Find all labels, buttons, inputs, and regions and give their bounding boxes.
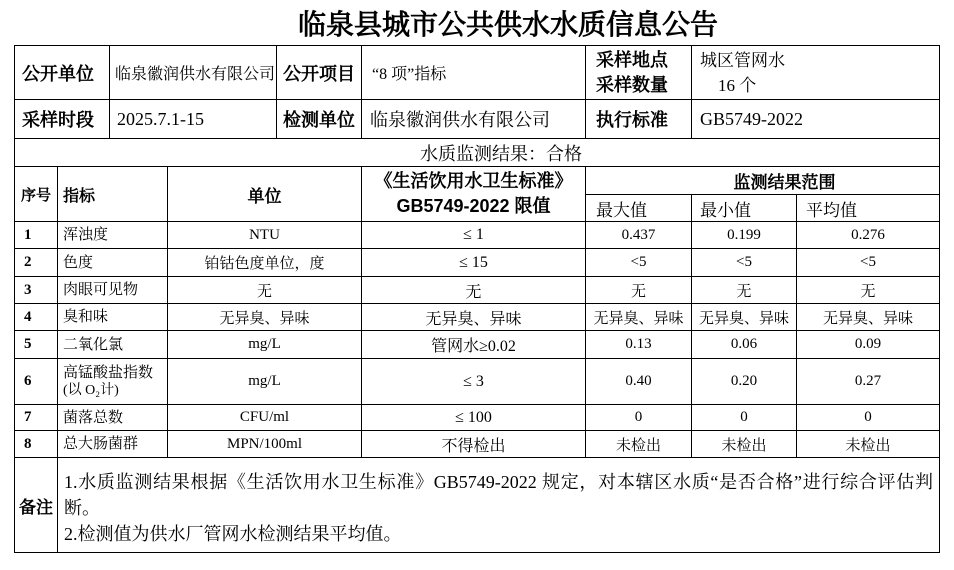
notes-label: 备注: [15, 458, 58, 553]
row-5-min: 0.06: [730, 336, 758, 352]
header-indicator: 指标: [58, 167, 168, 222]
row-1-indicator-cell: [58, 222, 168, 249]
row-6-max-cell: [586, 359, 692, 405]
result-summary: [15, 139, 940, 167]
row-3-avg: 无: [860, 283, 876, 300]
row-8-unit: MPN/100ml: [226, 435, 302, 452]
row-6-indicator-note: (以 O₂计): [63, 382, 119, 398]
row-4-limit-cell: [362, 304, 586, 331]
note-2: 2.检测值为供水厂管网水检测结果平均值。: [64, 524, 402, 544]
header-limit-code: GB5749-2022 限值: [396, 196, 551, 216]
row-2-indicator: 色度: [63, 254, 94, 271]
sampling-site-label: 采样地点: [596, 49, 668, 70]
row-3-limit-cell: [362, 277, 586, 304]
row-6-limit-cell: [362, 359, 586, 405]
row-8-indicator-cell: [58, 431, 168, 458]
row-8-limit: 不得检出: [441, 437, 506, 455]
note-1: 1.水质监测结果根据《生活饮用水卫生标准》GB5749-2022 规定，对本辖区水质“是否合格”进行综合评估判断。: [64, 472, 933, 518]
row-6-min-cell: [692, 359, 797, 405]
row-8-no: 8: [24, 435, 32, 452]
row-8-max-cell: [586, 431, 692, 458]
row-1-min: 0.199: [727, 226, 761, 243]
row-7-indicator: 菌落总数: [63, 409, 124, 426]
row-1-unit-cell: [168, 222, 362, 249]
row-8-avg-cell: [797, 431, 940, 458]
row-7-avg-cell: [797, 405, 940, 431]
row-7-min: 0: [740, 409, 748, 425]
row-7-unit: CFU/ml: [239, 409, 290, 425]
row-1-max: 0.437: [621, 226, 656, 243]
header-avg: 平均值: [797, 195, 940, 222]
row-5-limit-cell: [362, 331, 586, 359]
row-5-unit: mg/L: [248, 336, 281, 352]
row-1-no-cell: [15, 222, 58, 249]
row-5-indicator: 二氧化氯: [63, 336, 124, 353]
row-1-indicator: 浑浊度: [63, 227, 109, 243]
row-6-unit: mg/L: [248, 373, 281, 389]
row-6-no: 6: [24, 373, 32, 389]
row-5-avg: 0.09: [854, 336, 882, 352]
row-7-indicator-cell: [58, 405, 168, 431]
page-title: 临泉县城市公共供水水质信息公告: [297, 9, 718, 40]
header-no: 序号: [15, 167, 58, 222]
notes-content: [58, 458, 940, 553]
row-4-indicator: 臭和味: [63, 309, 109, 325]
row-8-max: 未检出: [615, 437, 661, 454]
row-6-indicator-cell: [58, 359, 168, 405]
row-7-avg: 0: [864, 409, 872, 425]
row-3-no-cell: [15, 277, 58, 304]
row-8-indicator: 总大肠菌群: [63, 436, 139, 452]
row-5-unit-cell: [168, 331, 362, 359]
row-5-max: 0.13: [625, 336, 652, 352]
row-7-limit-cell: [362, 405, 586, 431]
row-7-max-cell: [586, 405, 692, 431]
row-1-unit: NTU: [249, 226, 280, 243]
sampling-site-value: 城区管网水: [700, 50, 785, 70]
row-4-unit: 无异臭、异味: [219, 310, 310, 327]
row-3-unit: 无: [256, 283, 272, 300]
result-summary-label: 水质监测结果：: [420, 143, 546, 164]
row-5-no-cell: [15, 331, 58, 359]
header-unit: 单位: [168, 167, 362, 222]
row-7-limit: ≤ 100: [455, 408, 492, 426]
row-2-limit-cell: [362, 249, 586, 277]
row-3-no: 3: [24, 281, 32, 298]
row-1-no: 1: [24, 226, 32, 243]
items-label: 公开项目: [277, 46, 362, 100]
row-6-avg: 0.27: [854, 373, 882, 389]
row-8-unit-cell: [168, 431, 362, 458]
row-6-min: 0.20: [730, 373, 758, 389]
row-2-limit: ≤ 15: [459, 253, 488, 271]
row-3-max-cell: [586, 277, 692, 304]
lab-label: 检测单位: [277, 100, 362, 139]
row-3-indicator: 肉眼可见物: [63, 282, 139, 298]
header-range: 监测结果范围: [586, 167, 940, 195]
row-4-unit-cell: [168, 304, 362, 331]
row-4-avg-cell: [797, 304, 940, 331]
row-3-min-cell: [692, 277, 797, 304]
publisher-value: 临泉徽润供水有限公司: [110, 46, 277, 100]
row-3-min: 无: [736, 283, 752, 300]
row-2-no: 2: [24, 254, 32, 270]
row-2-max-cell: [586, 249, 692, 277]
row-4-indicator-cell: [58, 304, 168, 331]
header-max: 最大值: [586, 195, 692, 222]
lab-value: 临泉徽润供水有限公司: [362, 100, 586, 139]
header-limit-standard: 《生活饮用水卫生标准》: [374, 171, 573, 191]
row-5-max-cell: [586, 331, 692, 359]
row-8-min: 未检出: [721, 437, 767, 454]
row-4-no-cell: [15, 304, 58, 331]
sampling-count-value: 16 个: [718, 75, 757, 95]
header-min: 最小值: [692, 195, 797, 222]
standard-value: GB5749-2022: [692, 100, 940, 139]
row-2-max: <5: [630, 254, 647, 270]
row-2-indicator-cell: [58, 249, 168, 277]
row-3-limit: 无: [465, 283, 482, 301]
row-6-indicator: 高锰酸盐指数: [63, 364, 154, 381]
row-1-limit: ≤ 1: [463, 226, 484, 243]
row-2-avg: <5: [860, 254, 876, 270]
row-4-no: 4: [24, 308, 32, 325]
sampling-labels-cell: [586, 46, 692, 100]
row-5-no: 5: [24, 336, 32, 352]
row-3-avg-cell: [797, 277, 940, 304]
row-5-min-cell: [692, 331, 797, 359]
row-2-unit: 铂钴色度单位，度: [204, 256, 325, 272]
row-4-avg: 无异臭、异味: [822, 310, 913, 327]
row-4-min-cell: [692, 304, 797, 331]
row-2-no-cell: [15, 249, 58, 277]
row-4-max: 无异臭、异味: [593, 310, 684, 327]
row-6-avg-cell: [797, 359, 940, 405]
row-1-max-cell: [586, 222, 692, 249]
items-value: “8 项”指标: [362, 46, 586, 100]
water-quality-table: [14, 45, 940, 553]
row-3-indicator-cell: [58, 277, 168, 304]
row-8-min-cell: [692, 431, 797, 458]
sampling-values-cell: [692, 46, 940, 100]
row-7-min-cell: [692, 405, 797, 431]
row-6-max: 0.40: [625, 373, 652, 389]
row-8-avg: 未检出: [845, 437, 891, 454]
row-3-unit-cell: [168, 277, 362, 304]
row-7-no-cell: [15, 405, 58, 431]
row-4-min: 无异臭、异味: [698, 310, 789, 327]
row-4-limit: 无异臭、异味: [425, 310, 522, 328]
row-1-avg: 0.276: [851, 226, 885, 243]
row-7-max: 0: [634, 409, 643, 425]
row-6-unit-cell: [168, 359, 362, 405]
row-8-no-cell: [15, 431, 58, 458]
standard-label: 执行标准: [586, 100, 692, 139]
row-2-min: <5: [736, 254, 752, 270]
row-1-limit-cell: [362, 222, 586, 249]
row-5-indicator-cell: [58, 331, 168, 359]
row-4-max-cell: [586, 304, 692, 331]
row-5-avg-cell: [797, 331, 940, 359]
row-1-avg-cell: [797, 222, 940, 249]
publisher-label: 公开单位: [15, 46, 110, 100]
row-7-unit-cell: [168, 405, 362, 431]
row-2-unit-cell: [168, 249, 362, 277]
period-label: 采样时段: [15, 100, 110, 139]
row-3-max: 无: [630, 283, 646, 300]
row-8-limit-cell: [362, 431, 586, 458]
row-2-min-cell: [692, 249, 797, 277]
period-value: 2025.7.1-15: [110, 100, 277, 139]
row-6-no-cell: [15, 359, 58, 405]
row-1-min-cell: [692, 222, 797, 249]
row-2-avg-cell: [797, 249, 940, 277]
result-summary-value: 合格: [546, 143, 582, 164]
row-5-limit: 管网水≥0.02: [431, 338, 516, 355]
row-6-limit: ≤ 3: [463, 372, 484, 390]
sampling-count-label: 采样数量: [596, 74, 668, 95]
header-limit: [362, 167, 586, 222]
row-7-no: 7: [24, 409, 32, 425]
